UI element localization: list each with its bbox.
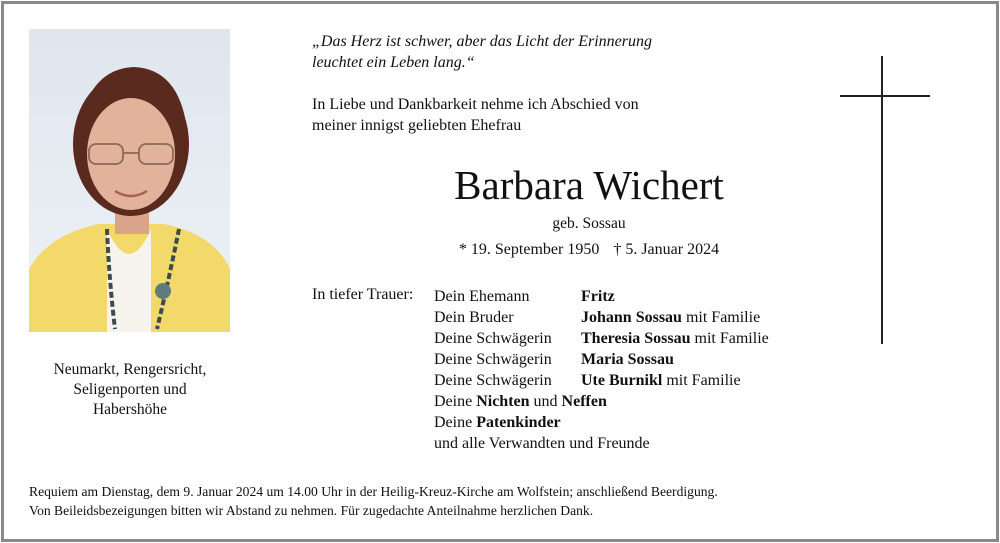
cross-icon-bar	[840, 95, 930, 97]
death-date: † 5. Januar 2024	[613, 241, 720, 258]
quote-line: „Das Herz ist schwer, aber das Licht der Erinnerung	[312, 33, 653, 50]
birth-date: * 19. September 1950	[458, 241, 600, 258]
mourner-suffix: mit Familie	[681, 309, 761, 326]
intro-line: meiner innigst geliebten Ehefrau	[312, 117, 522, 134]
nieces-prefix: Deine	[434, 393, 477, 410]
mourner-relation: Dein Ehemann	[434, 288, 530, 305]
nieces: Nichten	[476, 393, 530, 410]
cross-icon	[881, 56, 883, 344]
mourner-relation: Deine Schwägerin	[434, 330, 552, 347]
mourners-label: In tiefer Trauer:	[312, 286, 414, 303]
godchildren-prefix: Deine	[434, 414, 477, 431]
mourner-relation: Deine Schwägerin	[434, 351, 552, 368]
portrait-photo	[29, 29, 230, 332]
footer-line: Requiem am Dienstag, dem 9. Januar 2024 um 14.00 Uhr in der Heilig-Kreuz-Kirche am Wolfstein; anschließend Beerdigung.	[29, 484, 718, 499]
mourner-closing: und alle Verwandten und Freunde	[434, 435, 650, 452]
mourner-row	[434, 328, 769, 349]
intro-line: In Liebe und Dankbarkeit nehme ich Abschied von	[312, 96, 639, 113]
residence-places	[24, 360, 236, 420]
mourners-list	[434, 286, 769, 454]
and-word: und	[529, 393, 562, 410]
mourner-name: Johann Sossau	[581, 309, 682, 326]
place-line: Neumarkt, Rengersricht,	[53, 361, 207, 378]
footer-line: Von Beileidsbezeigungen bitten wir Abstand zu nehmen. Für zugedachte Anteilnahme herzlichen Dank.	[29, 503, 594, 518]
godchildren: Patenkinder	[476, 414, 561, 431]
mourner-row	[434, 370, 769, 391]
farewell-intro	[312, 94, 639, 136]
mourner-suffix: mit Familie	[690, 330, 769, 347]
mourner-relation: Deine Schwägerin	[434, 372, 552, 389]
place-line: Habershöhe	[92, 401, 168, 418]
place-line: Seligenporten und	[73, 381, 187, 398]
mourner-row	[434, 286, 769, 307]
deceased-name: Barbara Wichert	[454, 162, 724, 208]
mourner-relation: Dein Bruder	[434, 309, 514, 326]
mourner-name: Fritz	[581, 288, 615, 305]
mourner-row	[434, 307, 769, 328]
memorial-quote	[312, 31, 652, 73]
quote-line: leuchtet ein Leben lang.“	[312, 54, 475, 71]
mourner-name: Ute Burnikl	[581, 372, 663, 389]
mourner-name: Maria Sossau	[581, 351, 674, 368]
mourner-row-godchildren	[434, 412, 769, 433]
maiden-name: geb. Sossau	[552, 215, 626, 232]
mourner-suffix: mit Familie	[662, 372, 741, 389]
service-notice	[29, 482, 718, 520]
obituary-frame	[1, 1, 999, 542]
nephews: Neffen	[561, 393, 607, 410]
life-dates	[384, 241, 794, 259]
mourner-row-nieces-nephews	[434, 391, 769, 412]
portrait-illustration	[29, 29, 230, 332]
mourner-name: Theresia Sossau	[581, 330, 691, 347]
mourner-row	[434, 349, 769, 370]
